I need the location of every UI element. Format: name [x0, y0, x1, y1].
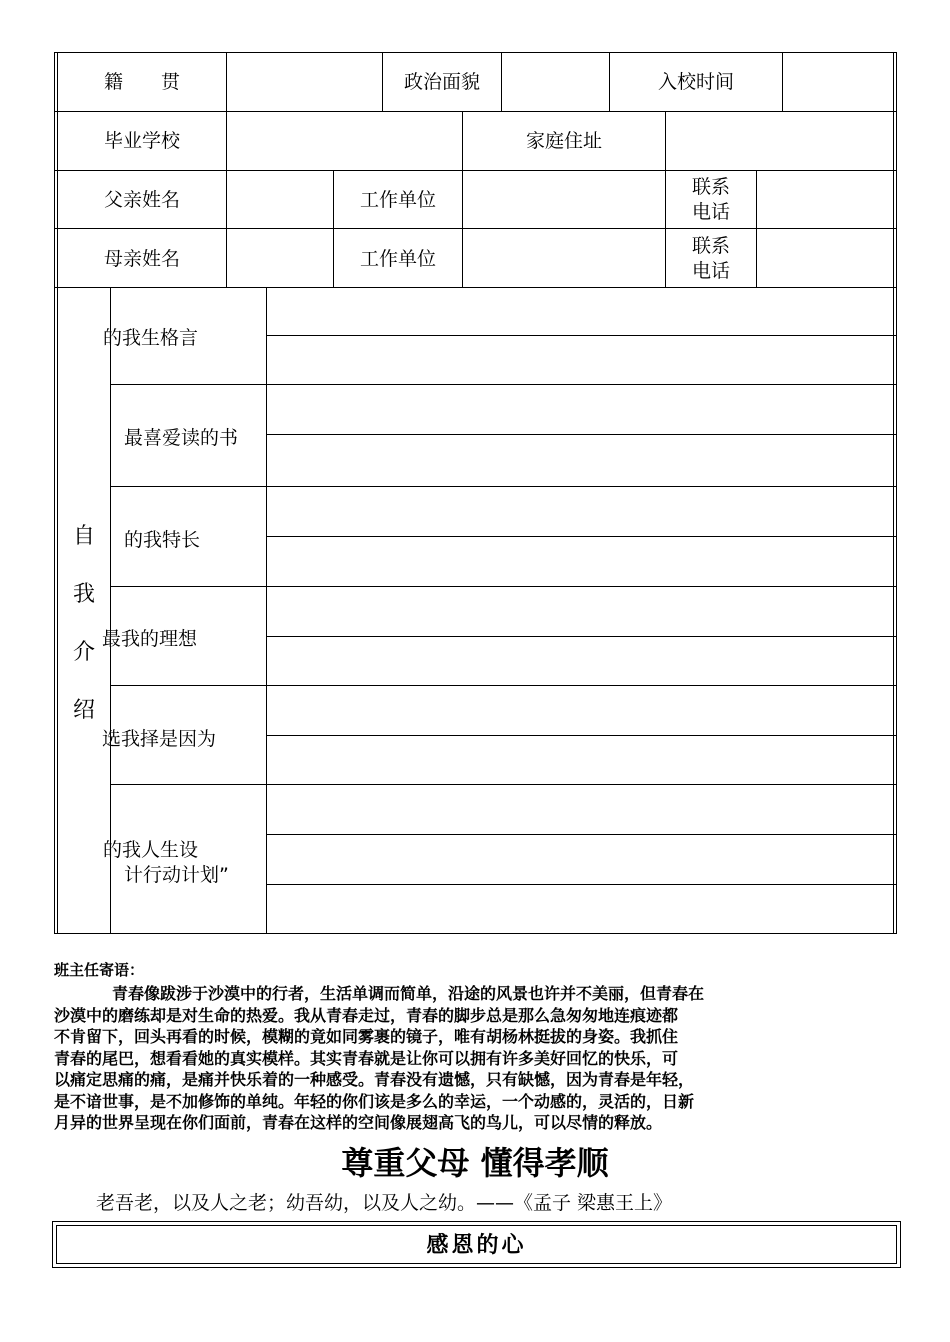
- message-line: 是不谙世事，是不加修饰的单纯。年轻的你们该是多么的幸运，一个动感的，灵活的，日新: [54, 1091, 695, 1111]
- message-line: 以痛定思痛的痛，是痛并快乐着的一种感受。青春没有遗憾，只有缺憾，因为青春是年轻，: [54, 1070, 695, 1089]
- life-plan-label-1: 的我人生设: [103, 839, 199, 861]
- message-line: 沙漠中的磨练却是对生命的热爱。我从青春走过，青春的脚步总是那么急匆匆地连痕迹都: [54, 1005, 679, 1025]
- reason-label: 选我择是因为: [102, 728, 217, 750]
- motto-field[interactable]: [267, 288, 893, 384]
- favorite-book-field[interactable]: [267, 385, 893, 486]
- respect-quote: 老吾老，以及人之老；幼吾幼，以及人之幼。——《孟子 梁惠王上》: [96, 1192, 673, 1214]
- side-char: 介: [72, 640, 95, 665]
- mother-phone-label-1: 联系: [691, 235, 730, 257]
- ideal-field[interactable]: [267, 587, 893, 685]
- message-line: 青春像跋涉于沙漠中的行者，生活单调而简单，沿途的风景也许并不美丽，但青春在: [112, 984, 705, 1003]
- father-work-unit-field[interactable]: [463, 171, 665, 228]
- mother-phone-label-2: 电话: [691, 260, 730, 282]
- father-phone-label-2: 电话: [691, 201, 730, 223]
- enroll-time-field[interactable]: [783, 53, 893, 111]
- gratitude-box: [52, 1221, 901, 1268]
- motto-label: 的我生格言: [103, 327, 199, 349]
- mother-work-unit-field[interactable]: [463, 229, 665, 287]
- political-status-label: 政治面貌: [403, 71, 480, 93]
- specialty-label: 的我特长: [124, 529, 201, 551]
- ideal-label: 最我的理想: [102, 628, 198, 650]
- specialty-field[interactable]: [267, 487, 893, 586]
- teacher-message-heading: 班主任寄语：: [54, 961, 145, 979]
- life-plan-field[interactable]: [267, 785, 893, 933]
- mother-name-label: 母亲姓名: [103, 248, 180, 270]
- message-line: 月异的世界呈现在你们面前，青春在这样的空间像展翅高飞的鸟儿，可以尽情的释放。: [54, 1113, 663, 1132]
- mother-name-field[interactable]: [227, 229, 333, 287]
- reason-field[interactable]: [267, 686, 893, 784]
- political-status-field[interactable]: [502, 53, 609, 111]
- father-phone-field[interactable]: [757, 171, 893, 228]
- mother-work-unit-label: 工作单位: [359, 248, 436, 270]
- side-char: 我: [72, 582, 95, 607]
- gratitude-title: 感恩的心: [426, 1232, 527, 1258]
- side-char: 自: [72, 524, 95, 549]
- message-line: 不肯留下，回头再看的时候，模糊的竟如同雾裹的镜子，唯有胡杨林挺拔的身姿。我抓住: [54, 1027, 679, 1046]
- father-work-unit-label: 工作单位: [359, 189, 436, 211]
- favorite-book-label: 最喜爱读的书: [124, 427, 239, 449]
- side-char: 绍: [72, 698, 95, 723]
- native-place-label: 籍 贯: [103, 71, 180, 93]
- respect-title: 尊重父母 懂得孝顺: [341, 1144, 609, 1182]
- father-name-field[interactable]: [227, 171, 333, 228]
- teacher-message-body: [54, 983, 900, 1134]
- graduate-school-field[interactable]: [227, 112, 462, 170]
- home-address-field[interactable]: [666, 112, 893, 170]
- mother-phone-field[interactable]: [757, 229, 893, 287]
- native-place-field[interactable]: [227, 53, 382, 111]
- graduate-school-label: 毕业学校: [103, 130, 180, 152]
- father-name-label: 父亲姓名: [103, 189, 180, 211]
- self-intro-side-label: [58, 508, 110, 740]
- message-line: 青春的尾巴，想看看她的真实模样。其实青春就是让你可以拥有许多美好回忆的快乐，可: [54, 1048, 679, 1068]
- life-plan-label-2: 计行动计划”: [124, 864, 229, 886]
- father-phone-label-1: 联系: [691, 176, 730, 198]
- home-address-label: 家庭住址: [525, 130, 602, 152]
- enroll-time-label: 入校时间: [657, 71, 734, 93]
